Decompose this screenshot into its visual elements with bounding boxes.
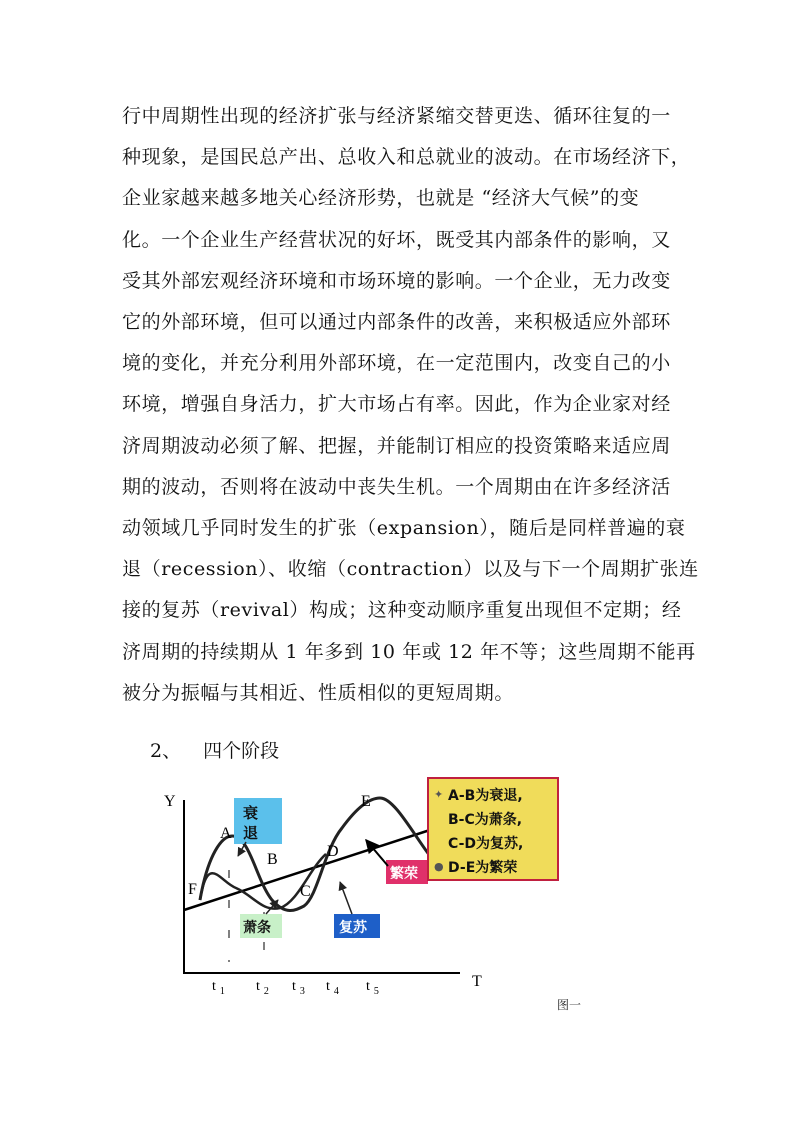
- body-paragraph: [122, 96, 699, 714]
- paragraph-line: 济周期的持续期从 1 年多到 10 年或 12 年不等；这些周期不能再: [122, 640, 696, 663]
- business-cycle-figure: [150, 772, 590, 1012]
- tick-label-t4: [326, 979, 339, 997]
- paragraph-line: 化。一个企业生产经营状况的好坏，既受其内部条件的影响，又: [122, 228, 671, 251]
- legend-item: B-C为萧条,: [448, 812, 523, 828]
- legend-bullet-icon: ✦: [434, 788, 444, 801]
- recession-tag: [234, 798, 282, 844]
- phase-legend: [428, 778, 558, 880]
- paragraph-line: 济周期波动必须了解、把握，并能制订相应的投资策略来适应周: [122, 434, 671, 457]
- paragraph-line: 受其外部宏观经济环境和市场环境的影响。一个企业，无力改变: [122, 269, 671, 292]
- tick-label-t2: [256, 979, 269, 997]
- legend-item: D-E为繁荣: [448, 860, 518, 876]
- tick-label-t5: [366, 979, 379, 997]
- tick-label-t3: [292, 979, 305, 997]
- recession-arrow: [238, 842, 246, 856]
- prosperity-tag: 繁荣: [390, 866, 418, 882]
- svg-text:t2: t $_2$: [256, 979, 269, 997]
- section-number: 2、: [150, 740, 182, 762]
- paragraph-line: 行中周期性出现的经济扩张与经济紧缩交替更迭、循环往复的一: [122, 105, 671, 127]
- y-axis-label: Y: [164, 793, 176, 810]
- recovery-tag: 复苏: [339, 920, 367, 936]
- paragraph-line: 企业家越来越多地关心经济形势，也就是 “经济大气候”的变: [122, 187, 640, 210]
- recovery-arrow: [340, 882, 352, 914]
- figure-caption: 图一: [557, 998, 582, 1012]
- depression-tag: 萧条: [243, 920, 271, 936]
- point-label-e: E: [361, 793, 371, 810]
- legend-item: C-D为复苏,: [448, 836, 524, 852]
- point-label-d: D: [327, 843, 339, 860]
- svg-text:t3: t $_3$: [292, 979, 305, 997]
- paragraph-line: 种现象，是国民总产出、总收入和总就业的波动。在市场经济下，: [122, 146, 691, 169]
- svg-text:t4: t $_4$: [326, 979, 339, 997]
- section-heading: [150, 736, 279, 763]
- paragraph-line: 接的复苏（revival）构成；这种变动顺序重复出现但不定期；经: [122, 599, 682, 622]
- point-label-a: A: [220, 825, 232, 842]
- svg-text:t5: t $_5$: [366, 979, 379, 997]
- tick-label-t1: [212, 979, 225, 997]
- recession-tag-line1: 衰: [243, 804, 259, 822]
- paragraph-line: 动领域几乎同时发生的扩张（expansion），随后是同样普遍的衰: [122, 517, 686, 540]
- svg-text:t1: t $_1$: [212, 979, 225, 997]
- legend-bullet-icon: ●: [434, 860, 444, 873]
- point-label-c: C: [300, 883, 311, 900]
- paragraph-line: 环境，增强自身活力，扩大市场占有率。因此，作为企业家对经: [122, 393, 671, 416]
- point-label-f: F: [188, 881, 197, 898]
- paragraph-line: 它的外部环境，但可以通过内部条件的改善，来积极适应外部环: [122, 311, 671, 334]
- section-title: 四个阶段: [203, 740, 280, 762]
- legend-item: A-B为衰退,: [448, 788, 523, 804]
- paragraph-line: 被分为振幅与其相近、性质相似的更短周期。: [122, 681, 515, 704]
- paragraph-line: 期的波动，否则将在波动中丧失生机。一个周期由在许多经济活: [122, 475, 671, 498]
- paragraph-line: 境的变化，并充分利用外部环境，在一定范围内，改变自己的小: [122, 352, 671, 375]
- paragraph-line: 退（recession）、收缩（contraction）以及与下一个周期扩张连: [122, 558, 699, 581]
- x-axis-label: T: [472, 973, 482, 990]
- recession-tag-line2: 退: [243, 824, 259, 842]
- point-label-b: B: [267, 851, 278, 868]
